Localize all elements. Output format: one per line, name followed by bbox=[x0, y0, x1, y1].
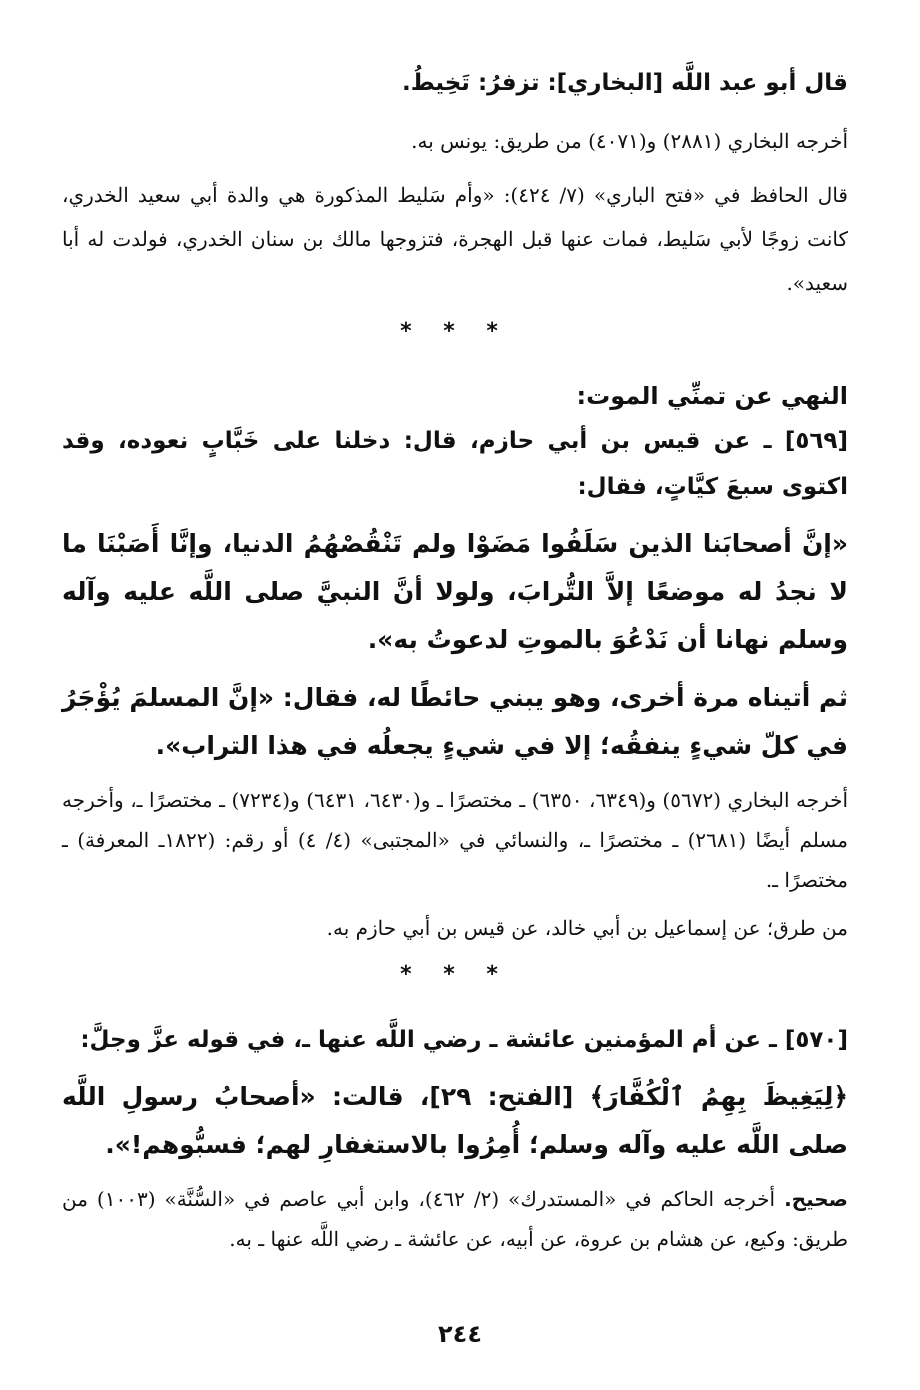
hadith-grade: صحيح. bbox=[784, 1187, 848, 1211]
hadith-569-intro: [٥٦٩] ـ عن قيس بن أبي حازم، قال: دخلنا على خَبَّابٍ نعوده، وقد اكتوى سبعَ كيَّاتٍ، فقال: bbox=[62, 428, 848, 500]
hadith-569-takhrij: أخرجه البخاري (٥٦٧٢) و(٦٣٤٩، ٦٣٥٠) ـ مختصرًا ـ و(٦٤٣٠، ٦٤٣١) و(٧٢٣٤) ـ مختصرًا ـ، وأخرجه مسلم أيضًا (٢٦٨١) ـ مختصرًا ـ، والنسائي في «المجتبى» (٤/ ٤) أو رقم: (١٨٢٢ـ المعرفة) ـ مختصرًا ـ. bbox=[62, 788, 849, 892]
hadith-570-takhrij bbox=[62, 1179, 848, 1259]
hadith-570-source: أخرجه الحاكم في «المستدرك» (٢/ ٤٦٢)، وابن أبي عاصم في «السُّنَّة» (١٠٠٣) من طريق: وكيع، عن هشام بن عروة، عن أبيه، عن عائشة ـ رضي اللَّه عنها ـ به. bbox=[62, 1187, 848, 1251]
fath-albari-quote: قال الحافظ في «فتح الباري» (٧/ ٤٢٤): «وأم سَليط المذكورة هي والدة أبي سعيد الخدري، كانت زوجًا لأبي سَليط، فمات عنها قبل الهجرة، فتزوجها مالك بن سنان الخدري، فولدت له أبا سعيد». bbox=[62, 183, 848, 295]
hadith-570-intro: [٥٧٠] ـ عن أم المؤمنين عائشة ـ رضي اللَّه عنها ـ، في قوله عزَّ وجلَّ: bbox=[80, 1027, 848, 1053]
page-content bbox=[62, 62, 848, 1267]
hadith-570-text: ﴿لِيَغِيظَ بِهِمُ ٱلْكُفَّارَ﴾ [الفتح: ٢٩]، قالت: «أصحابُ رسولِ اللَّه صلى اللَّه عليه وآله وسلم؛ أُمِرُوا بالاستغفارِ لهم؛ فسبُّوهم!». bbox=[62, 1082, 848, 1159]
chapter-heading: النهي عن تمنِّي الموت: bbox=[576, 382, 848, 410]
hadith-569-chain: من طرق؛ عن إسماعيل بن أبي خالد، عن قيس بن أبي حازم به. bbox=[326, 916, 848, 940]
bukhari-explanation: قال أبو عبد اللَّه [البخاري]: تزفرُ: تَخِيطُ. bbox=[401, 70, 848, 96]
bukhari-source-note: أخرجه البخاري (٢٨٨١) و(٤٠٧١) من طريق: يونس به. bbox=[411, 129, 848, 153]
section-separator: * * * bbox=[400, 962, 510, 987]
hadith-569-text: «إنَّ أصحابَنا الذين سَلَفُوا مَضَوْا ولم تَنْقُصْهُمُ الدنيا، وإنَّا أَصَبْنَا ما لا نجدُ له موضعًا إلاَّ التُّرابَ، ولولا أنَّ النبيَّ صلى اللَّه عليه وآله وسلم نهانا أن نَدْعُوَ بالموتِ لدعوتُ به». bbox=[62, 529, 848, 654]
page-number: ٢٤٤ bbox=[438, 1320, 482, 1348]
hadith-569-continuation: ثم أتيناه مرة أخرى، وهو يبني حائطًا له، فقال: «إنَّ المسلمَ يُؤْجَرُ في كلّ شيءٍ ينفقُه؛ إلا في شيءٍ يجعلُه في هذا التراب». bbox=[62, 683, 848, 760]
section-separator: * * * bbox=[400, 319, 510, 344]
